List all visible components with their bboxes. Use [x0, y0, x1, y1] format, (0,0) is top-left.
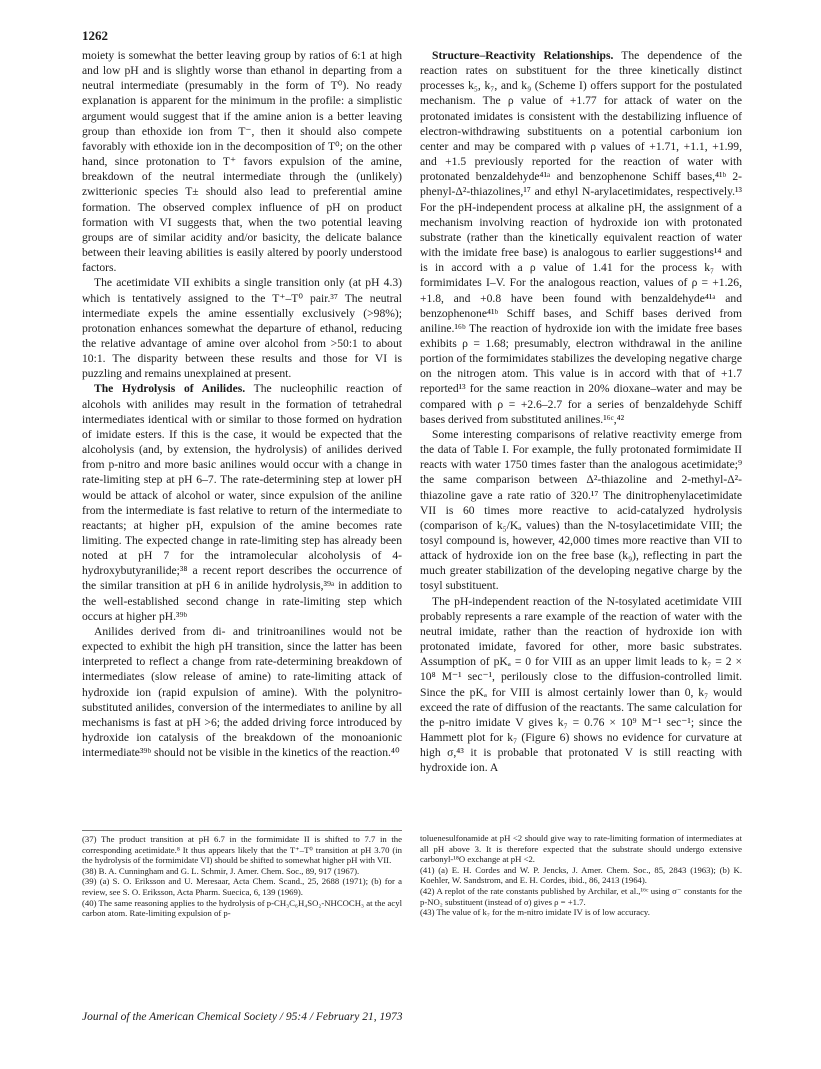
footnote: (43) The value of k₇ for the m-nitro imidate IV is of low accuracy.	[420, 907, 650, 918]
footnote: toluenesulfonamide at pH <2 should give way to rate-limiting formation of intermediates at all pH above 3. It is therefore expected that the substrate should undergo extensive carbonyl-¹⁸O exchange at pH <2.	[420, 833, 742, 865]
paragraph: The pH-independent reaction of the N-tosylated acetimidate VIII probably represents a rare example of the reaction of water with the neutral imidate, rather than the reaction of hydroxide ion with protonated imidate, favored for other, more basic substrates. Assumption of pKₐ = 0 for VIII as an upper limit leads to k₇ = 2 × 10⁸ M⁻¹ sec⁻¹, perilously close to the diffusion-controlled limit. Since the pKₐ for VIII is almost certainly lower than 0, k₇ would exceed the rate of diffusion of the reactants. The same calculation for the p-nitro imidate V gives k₇ = 0.76 × 10⁹ M⁻¹ sec⁻¹; since the Hammett plot for k₇ (Figure 6) shows no evidence for curvature at high σ,⁴³ it is probable that protonated V is still reacting with hydroxide ion. A	[420, 594, 742, 775]
paragraph: The acetimidate VII exhibits a single transition only (at pH 4.3) which is tentatively assigned to the T⁺–T⁰ pair.³⁷ The neutral intermediate expels the amine essentially exclusively (>98%); protonation enhances somewhat the departure of ethanol, reducing the relative advantage of amine over alcohol from >50:1 to about 10:1. The disparity between these results and those for VI is puzzling and remains unexplained at present.	[82, 276, 402, 381]
footnote: (41) (a) E. H. Cordes and W. P. Jencks, J. Amer. Chem. Soc., 85, 2843 (1963); (b) K. Koehler, W. Sandstrom, and E. H. Cordes, ibid., 86, 2413 (1964).	[420, 864, 742, 886]
section-heading: Structure–Reactivity Relationships.	[432, 49, 614, 62]
footnote: (42) A replot of the rate constants published by Archilar, et al.,¹⁶ᶜ using σ⁻ constants for the p-NO₂ substituent (instead of σ) gives ρ = +1.7.	[420, 885, 742, 907]
footnote: (39) (a) S. O. Eriksson and U. Meresaar, Acta Chem. Scand., 25, 2688 (1971); (b) for a review, see S. O. Eriksson, Acta Pharm. Suecica, 6, 139 (1969).	[82, 876, 402, 897]
right-column	[420, 48, 742, 776]
left-column	[82, 48, 402, 760]
paragraph: Some interesting comparisons of relative reactivity emerge from the data of Table I. For example, the fully protonated formimidate II reacts with water 1750 times faster than the analogous acetimidate;⁹ the same comparison between Δ²-thiazoline and 2-methyl-Δ²-thiazoline gave a rate ratio of 320.¹⁷ The dinitrophenylacetimidate VII is 60 times more reactive to acid-catalyzed hydrolysis (comparison of k₅/Kₐ values) than the N-tosylacetimidate VIII; the tosyl compound is, however, 42,000 times more reactive than VII to attack of hydroxide ion on the free base (k₉), reflecting in part the much greater stabilization of the developing negative charge by the tosyl substituent.	[420, 427, 742, 593]
page-number: 1262	[82, 28, 108, 43]
paragraph: moiety is somewhat the better leaving group by ratios of 6:1 at high and low pH and is slightly worse than ethanol in departing from a neutral intermediate (presumably in the form of T⁰). No ready explanation is apparent for the minimum in the profile: a simplistic argument would suggest that if the amine anion is a better leaving group than ethoxide ion from T⁻, then it should also compete favorably with ethoxide ion in the decomposition of T⁰; on the other hand, since protonation to T⁺ favors expulsion of the amine, breakdown of the neutral intermediate through the (unlikely) zwitterionic species T± should also lead to preferential amine formation. The observed complex influence of pH on product formation with VI suggests that, when the two potential leaving groups are of similar acidity and/or basicity, the delicate balance between their leaving abilities is easily altered by poorly understood factors.	[82, 49, 402, 275]
paragraph: Anilides derived from di- and trinitroanilines would not be expected to exhibit the high pH transition, since the latter has been interpreted to reflect a change from rate-determining breakdown of intermediates (slow release of amine) to rate-limiting attack of hydroxide ion (rapid expulsion of amine). With the polynitro-substituted anilides, conversion of the intermediates to aniline by all mechanisms is fast at pH >6; the added driving force introduced by hydroxide ion catalysis of the breakdown of the monoanionic intermediate³⁹ᵇ should not be visible in the kinetics of the reaction.⁴⁰	[82, 624, 402, 760]
journal-footer: Journal of the American Chemical Society / 95:4 / February 21, 1973	[82, 1011, 403, 1023]
footnote: (37) The product transition at pH 6.7 in the formimidate II is shifted to 7.7 in the corresponding acetimidate.⁸ It thus appears likely that the T⁺–T⁰ transition at pH 3.70 (in the hydrolysis of the formimidate VI) should be shifted to somewhat higher pH with VII.	[82, 834, 402, 866]
section-heading: The Hydrolysis of Anilides.	[94, 382, 246, 396]
footnotes-right	[420, 830, 742, 918]
footnotes-left	[82, 830, 402, 919]
footnote: (40) The same reasoning applies to the hydrolysis of p-CH₃C₆H₄SO₂-NHCOCH₃ at the acyl carbon atom. Rate-limiting expulsion of p-	[82, 897, 402, 919]
footnote: (38) B. A. Cunningham and G. L. Schmir, J. Amer. Chem. Soc., 89, 917 (1967).	[82, 865, 360, 876]
paragraph: The Hydrolysis of Anilides. The nucleophilic reaction of alcohols with anilides may result in the formation of tetrahedral intermediates identical with or similar to those formed on hydration of imidate esters. If this is the case, it would be expected that the alcoholysis (and, by extension, the hydrolysis) of anilides derived from p-nitro and more basic anilines would occur with a change in rate-limiting step at pH 6–7. The rate-determining step at lower pH would be attack of alcohol or water, since expulsion of the aniline from the intermediate is fast relative to return of the intermediate to reactants; at higher pH, expulsion of the amine becomes rate limiting. The expected change in rate-limiting step has already been noted at pH 7 for the intramolecular alcoholysis of 4-hydroxybutyranilide;³⁸ a recent report describes the occurrence of the similar transition at pH 6 in anilide hydrolysis,³⁹ᵃ in addition to the well-established second change in rate-limiting step which occurs at higher pH.³⁹ᵇ	[82, 382, 402, 623]
paragraph: Structure–Reactivity Relationships. The dependence of the reaction rates on substituent for the three kinetically distinct processes k₅, k₇, and k₉ (Scheme I) offers support for the postulated mechanism. The ρ value of +1.77 for attack of water on the protonated imidates is consistent with the destabilizing influence of electron-withdrawing substituents on a potential carbonium ion center and may be compared with ρ values of +1.71, +1.1, +1.99, and +1.5 previously reported for the reaction of water with protonated benzaldehyde⁴¹ᵃ and benzophenone Schiff bases,⁴¹ᵇ 2-phenyl-Δ²-thiazolines,¹⁷ and ethyl N-arylacetimidates, respectively.¹³ For the pH-independent process at alkaline pH, the assignment of a mechanism involving reaction of hydroxide ion with protonated substrate (rather than the kinetically equivalent reaction of water with the imidate free base) is analogous to earlier suggestions¹⁴ and is in accord with a ρ value of 1.41 for the process k₇ with formimidates I–V. For the analogous reaction, values of ρ = +1.26, +1.8, and +0.8 have been found with benzaldehyde⁴¹ᵃ and benzophenone⁴¹ᵇ Schiff bases, and Schiff bases derived from aniline.¹⁶ᵇ The reaction of hydroxide ion with the imidate free bases exhibits ρ = 1.68; presumably, electron withdrawal in the aniline portion of the formimidates stabilizes the developing negative charge on the nitrogen atom. This value is in accord with that of +1.7 reported¹³ for the same reaction in 20% dioxane–water and may be compared with ρ = +2.6–2.7 for a series of benzaldehyde Schiff bases derived from substituted anilines.¹⁶ᶜ,⁴²	[420, 49, 742, 426]
